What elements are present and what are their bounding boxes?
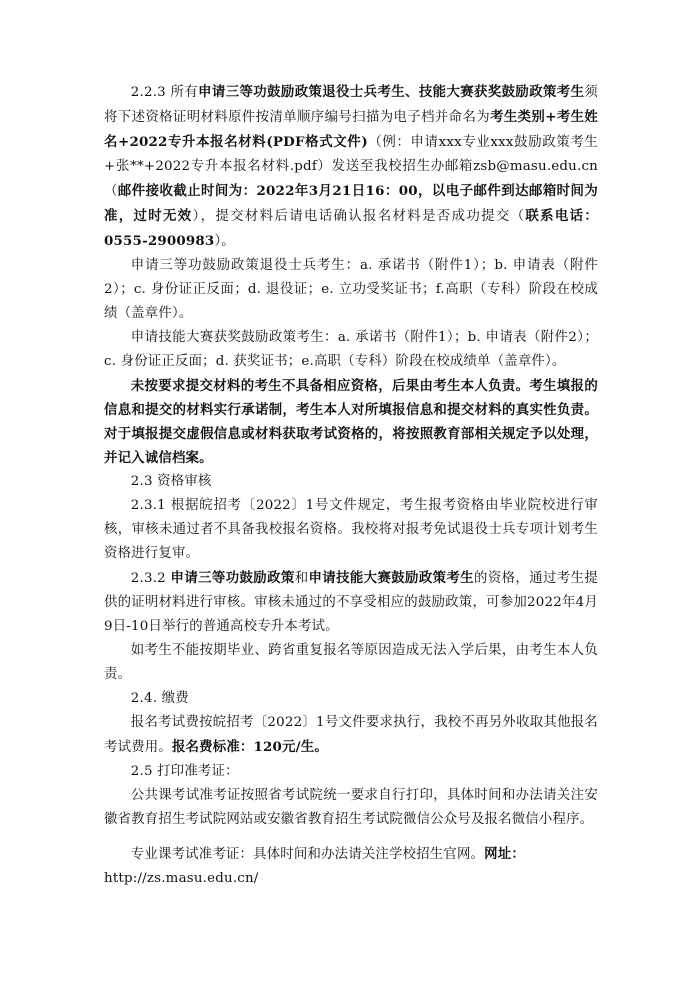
consequence-note: 如考生不能按期毕业、跨省重复报名等原因造成无法入学后果，由考生本人负责。	[104, 643, 598, 682]
public-exam-ticket-note: 公共课考试准考证按照省考试院统一要求自行打印，具体时间和办法请关注安徽省教育招生考试院网站或安徽省教育招生考试院微信公众号及报名微信小程序。	[104, 788, 598, 827]
admissions-website-link[interactable]: http://zs.masu.edu.cn/	[104, 871, 259, 886]
integrity-warning: 未按要求提交材料的考生不具备相应资格，后果由考生本人负责。考生填报的信息和提交的材料实行承诺制，考生本人对所填报信息和提交材料的真实性负责。对于填报提交虚假信息或材料获取考试资格的，将按照教育部相关规定予以处理，并记入诚信档案。	[104, 378, 598, 466]
section-2-5-heading: 2.5 打印准考证：	[130, 764, 239, 779]
document-body	[104, 80, 598, 891]
paragraph-2-2-3: 2.2.3 所有申请三等功鼓励政策退役士兵考生、技能大赛获奖鼓励政策考生须将下述资格证明材料原件按清单顺序编号扫描为电子档并命名为考生类别+考生姓名+2022专升本报名材料(PDF格式文件)（例：申请xxx专业xxx鼓励政策考生+张**+2022专升本报名材料.pdf）发送至我校招生办邮箱zsb@masu.edu.cn（邮件接收截止时间为：2022年3月21日16：00，以电子邮件到达邮箱时间为准，过时无效），提交材料后请电话确认报名材料是否成功提交（联系电话：0555-2900983）。	[104, 84, 599, 249]
major-exam-ticket-note: 专业课考试准考证：具体时间和办法请关注学校招生官网。网址：	[130, 846, 525, 862]
paragraph-2-3-1: 2.3.1 根据皖招考〔2022〕1号文件规定，考生报考资格由毕业院校进行审核，审核未通过者不具备我校报名资格。我校将对报考免试退役士兵专项计划考生资格进行复审。	[104, 498, 598, 561]
paragraph-2-3-2: 2.3.2 申请三等功鼓励政策和申请技能大赛鼓励政策考生的资格，通过考生提供的证明材料进行审核。审核未通过的不享受相应的鼓励政策，可参加2022年4月9日-10日举行的普通高校专升本考试。	[104, 570, 598, 634]
section-2-3-heading: 2.3 资格审核	[130, 474, 212, 489]
skill-materials-list: 申请技能大赛获奖鼓励政策考生：a. 承诺书（附件1）；b. 申请表（附件2）；c. 身份证正反面；d. 获奖证书；e.高职（专科）阶段在校成绩单（盖章件）。	[104, 330, 598, 369]
section-2-4-heading: 2.4. 缴费	[130, 691, 189, 706]
veteran-materials-list: 申请三等功鼓励政策退役士兵考生：a. 承诺书（附件1）；b. 申请表（附件2）；c. 身份证正反面；d. 退役证；e. 立功受奖证书；f.高职（专科）阶段在校成绩（盖章件）。	[104, 258, 598, 321]
paragraph-2-4: 报名考试费按皖招考〔2022〕1号文件要求执行，我校不再另外收取其他报名考试费用。报名费标准：120元/生。	[104, 715, 598, 755]
